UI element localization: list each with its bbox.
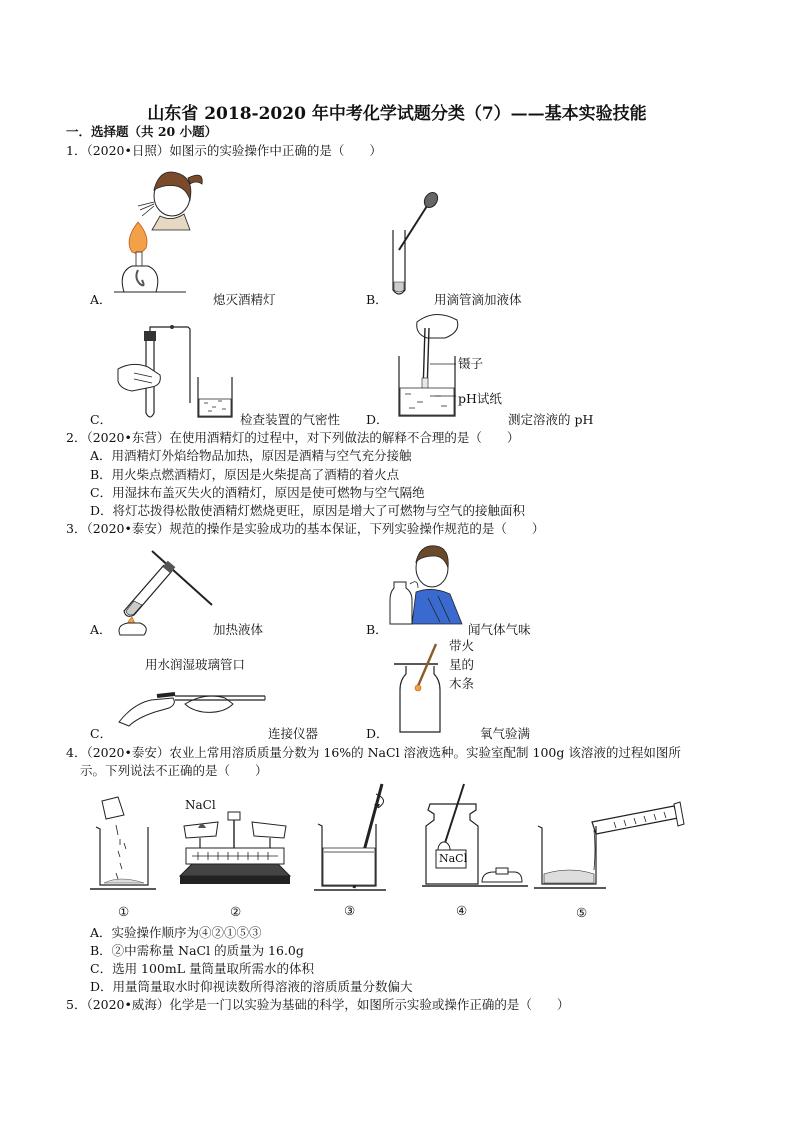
q1-stem: 1．（2020•日照）如图示的实验操作中正确的是（ ） [66, 143, 382, 158]
q4-stem-line1: 4．（2020•泰安）农业上常用溶质质量分数为 16%的 NaCl 溶液选种。实验室配制 100g 该溶液的过程如图所 [66, 745, 681, 760]
q2-stem: 2．（2020•东营）在使用酒精灯的过程中，对下列做法的解释不合理的是（ ） [66, 430, 520, 445]
page-title: 山东省 2018-2020 年中考化学试题分类（7）——基本实验技能 [147, 104, 647, 124]
q1-d-label-leaders [430, 360, 460, 400]
q4-step3-label: ③ [344, 903, 356, 918]
q4-step4-figure [422, 780, 532, 892]
q3-stem: 3．（2020•泰安）规范的操作是实验成功的基本保证，下列实验操作规范的是（ ） [66, 521, 545, 536]
q1-b-letter: B． [366, 292, 388, 307]
q3-d-label-2: 星的 [449, 657, 475, 672]
q4-option-b: B．②中需称量 NaCl 的质量为 16.0g [90, 943, 304, 958]
q1-a-caption: 熄灭酒精灯 [213, 292, 276, 307]
q2-option-a: A．用酒精灯外焰给物品加热，原因是酒精与空气充分接触 [90, 448, 412, 463]
q4-step5-label: ⑤ [576, 905, 588, 920]
q5-stem: 5．（2020•威海）化学是一门以实验为基础的科学，如图所示实验或操作正确的是（ ） [66, 997, 570, 1012]
q4-step2-figure [178, 812, 293, 892]
q3-c-caption: 连接仪器 [268, 726, 319, 741]
q4-nacl-label-bottle: NaCl [439, 852, 468, 865]
q3-a-letter: A． [90, 622, 112, 637]
section-heading: 一．选择题（共 20 小题） [66, 124, 218, 139]
q1-a-letter: A． [90, 292, 112, 307]
q4-stem-line2: 示。下列说法不正确的是（ ） [80, 763, 268, 778]
q1-d-label-paper: pH试纸 [458, 391, 502, 406]
q1-a-figure [110, 160, 220, 300]
q4-step2-label: ② [230, 904, 242, 919]
q3-a-caption: 加热液体 [213, 622, 264, 637]
q3-c-letter: C． [90, 726, 113, 741]
q2-option-c: C．用湿抹布盖灭失火的酒精灯，原因是使可燃物与空气隔绝 [90, 485, 425, 500]
q3-c-label: 用水润湿玻璃管口 [145, 657, 246, 672]
q3-d-letter: D． [366, 726, 389, 741]
q1-d-letter: D． [366, 412, 389, 427]
q2-option-d: D．将灯芯拨得松散使酒精灯燃烧更旺，原因是增大了可燃物与空气的接触面积 [90, 503, 526, 518]
q3-d-label-1: 带火 [449, 638, 475, 653]
q1-c-letter: C． [90, 412, 113, 427]
q3-a-figure [112, 545, 217, 635]
q1-b-caption: 用滴管滴加液体 [434, 292, 522, 307]
q1-d-label-tweezers: 镊子 [458, 356, 484, 371]
q3-b-letter: B． [366, 622, 388, 637]
q4-step1-figure [90, 795, 160, 895]
q3-b-caption: 闻气体气味 [468, 622, 531, 637]
q3-d-caption: 氧气验满 [480, 726, 531, 741]
q4-option-c: C．选用 100mL 量筒量取所需水的体积 [90, 961, 315, 976]
q3-d-label-3: 木条 [449, 676, 475, 691]
q4-step1-label: ① [118, 904, 130, 919]
q1-b-figure [385, 190, 445, 300]
q1-c-figure [112, 325, 242, 425]
q4-step3-figure [314, 780, 394, 895]
q1-d-caption: 测定溶液的 pH [508, 412, 594, 427]
q4-nacl-label-balance: NaCl [185, 798, 216, 812]
q3-d-figure [390, 640, 450, 740]
q3-c-figure [115, 678, 275, 728]
q2-option-b: B．用火柴点燃酒精灯，原因是火柴提高了酒精的着火点 [90, 467, 400, 482]
q4-step4-label: ④ [456, 903, 468, 918]
q4-option-a: A．实验操作顺序为④②①⑤③ [90, 925, 262, 940]
q1-c-caption: 检查装置的气密性 [240, 412, 341, 427]
q4-option-d: D．用量筒量取水时仰视读数所得溶液的溶质质量分数偏大 [90, 979, 413, 994]
q4-step5-figure [534, 800, 684, 892]
q3-b-figure [388, 538, 468, 630]
